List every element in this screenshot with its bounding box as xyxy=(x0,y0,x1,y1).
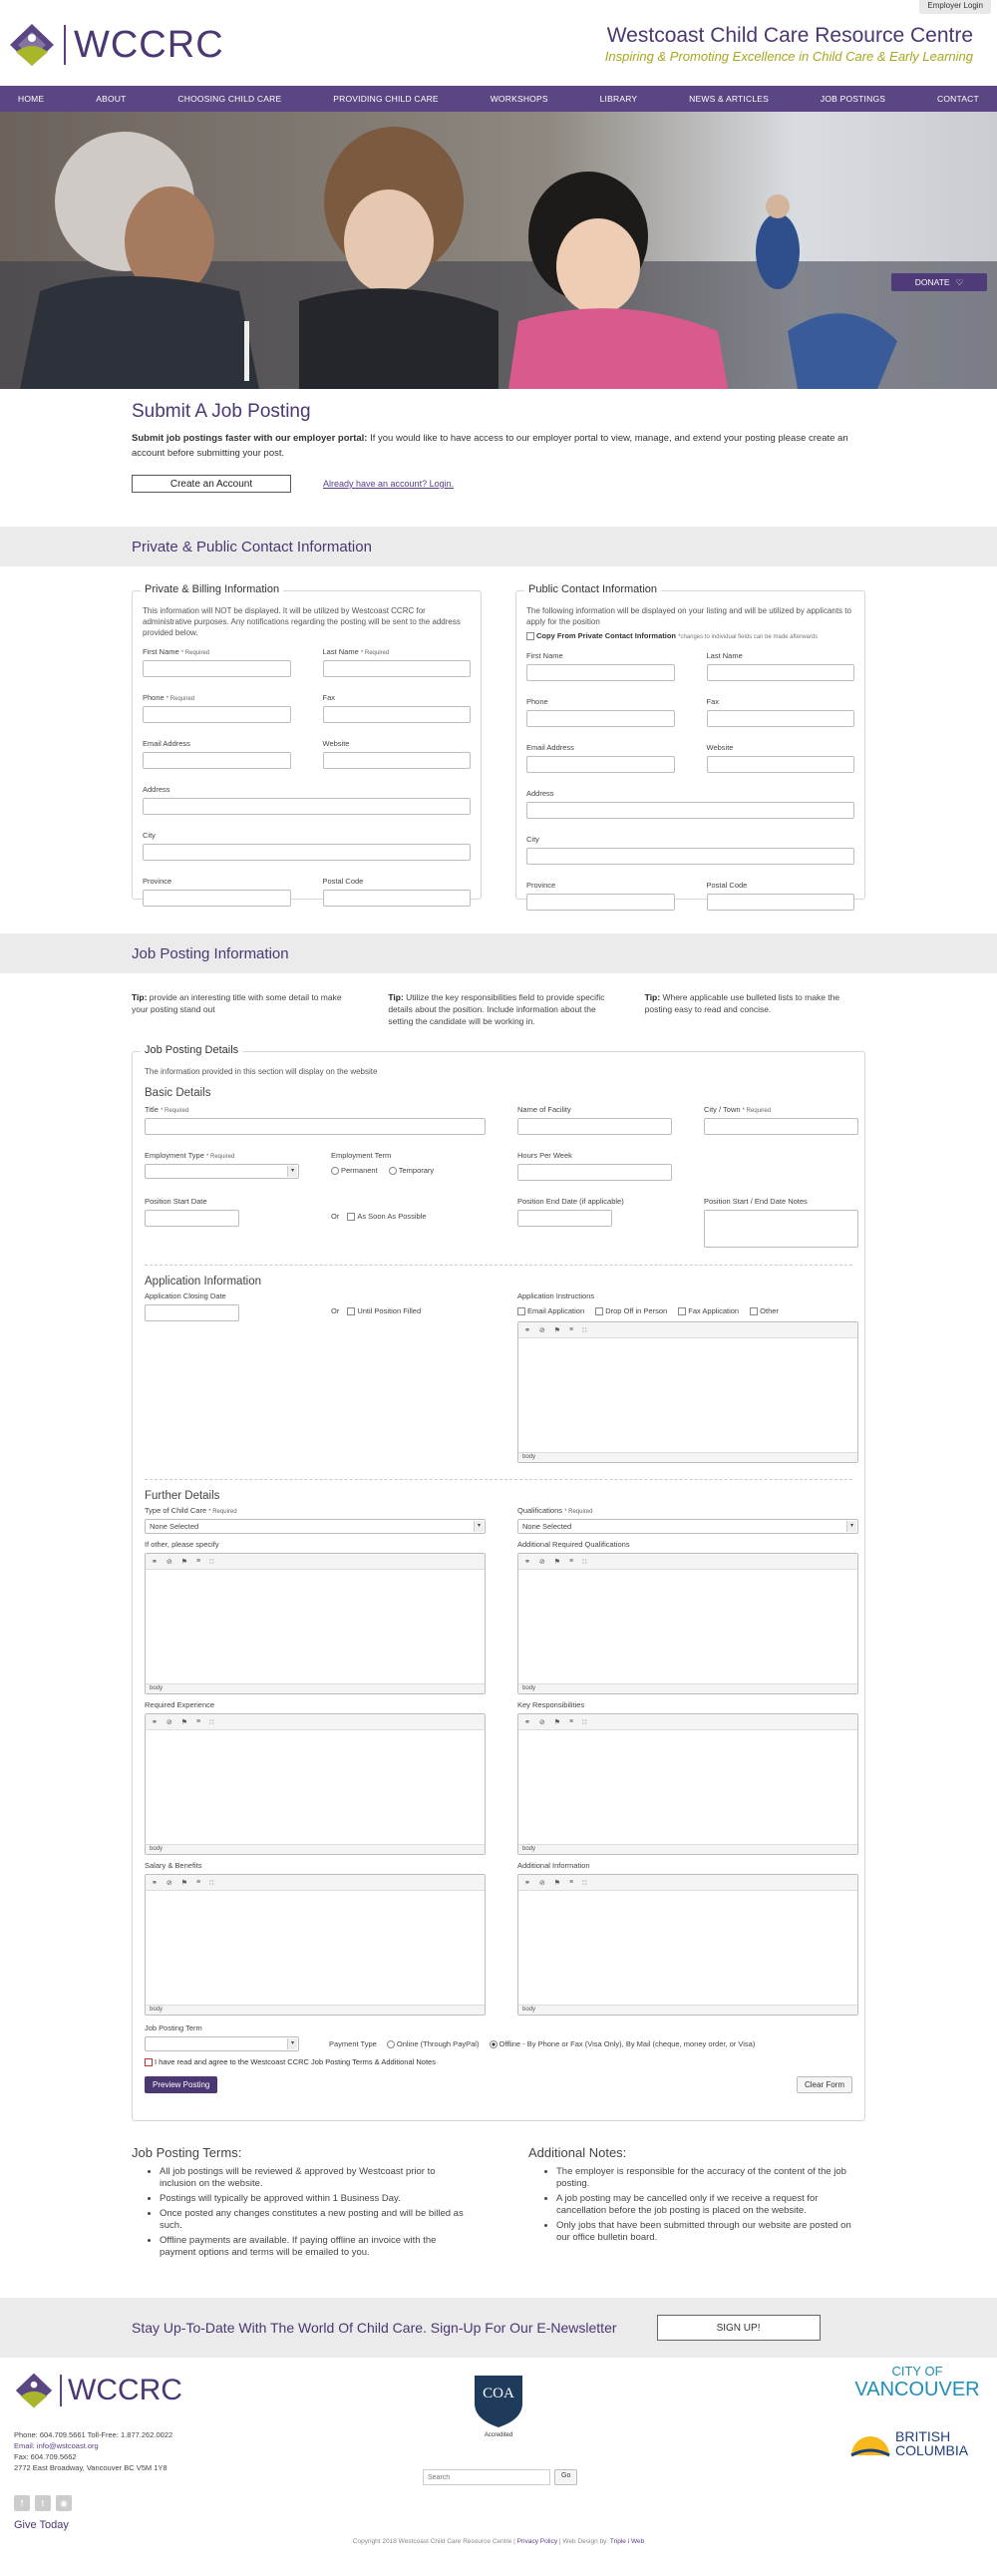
newsletter-signup-button[interactable]: SIGN UP! xyxy=(657,2315,821,2341)
employer-login-link[interactable]: Employer Login xyxy=(919,0,991,14)
copyright-line: Copyright 2018 Westcoast Child Care Resource Centre | Privacy Policy | Web Design by: Triple i Web xyxy=(352,2538,645,2545)
hours-input[interactable] xyxy=(517,1164,672,1181)
terms-heading: Job Posting Terms: xyxy=(132,2145,242,2160)
svg-text:COA: COA xyxy=(483,2386,514,2401)
pay-online-radio[interactable]: Online (Through PayPal) xyxy=(387,2039,480,2048)
additional-info-editor[interactable]: ⚭ ⊘ ⚑ ≡ ∷ body xyxy=(517,1874,858,2016)
method-other-checkbox[interactable]: Other xyxy=(750,1306,779,1315)
public-email-input[interactable] xyxy=(526,756,675,773)
facebook-icon[interactable]: f xyxy=(14,2495,30,2511)
further-details-heading: Further Details xyxy=(145,1490,220,1502)
web-design-link[interactable]: Triple i Web xyxy=(609,2538,645,2545)
main-nav xyxy=(0,86,997,112)
contact-section-band xyxy=(0,527,997,566)
method-email-checkbox[interactable]: Email Application xyxy=(517,1306,584,1315)
posting-term-select[interactable] xyxy=(145,2036,299,2051)
private-legend: Private & Billing Information xyxy=(141,583,283,595)
contact-fieldsets xyxy=(0,583,997,900)
closing-date-input[interactable] xyxy=(145,1304,239,1321)
tip-3: Tip: Where applicable use bulleted lists to make the posting easy to read and concise. xyxy=(644,992,840,1014)
create-account-button[interactable]: Create an Account xyxy=(132,475,291,493)
private-province-input[interactable] xyxy=(143,890,291,907)
pay-offline-radio[interactable]: Offline - By Phone or Fax (Visa Only), By Mail (cheque, money order, or Visa) xyxy=(490,2039,756,2048)
newsletter-band xyxy=(0,2298,997,2358)
login-link[interactable]: Already have an account? Login. xyxy=(323,479,455,489)
private-fax-input[interactable] xyxy=(323,706,472,723)
intro-lead-bold: Submit job postings faster with our employer portal: xyxy=(132,433,368,444)
logo-mark-icon xyxy=(14,2372,54,2409)
site-name: Westcoast Child Care Resource Centre xyxy=(606,24,973,47)
method-dropoff-checkbox[interactable]: Drop Off in Person xyxy=(595,1306,667,1315)
donate-button[interactable] xyxy=(891,273,987,291)
site-footer xyxy=(0,2358,997,2531)
clear-form-button[interactable]: Clear Form xyxy=(797,2076,852,2093)
list-item: • Only jobs that have been submitted through our website are posted on our office bulletin board. xyxy=(556,2220,865,2244)
experience-editor[interactable]: ⚭ ⊘ ⚑ ≡ ∷ body xyxy=(145,1713,486,1855)
notes-heading: Additional Notes: xyxy=(528,2145,627,2160)
private-postal-input[interactable] xyxy=(323,890,472,907)
preview-posting-button[interactable]: Preview Posting xyxy=(145,2076,217,2093)
additional-quals-editor[interactable]: ⚭ ⊘ ⚑ ≡ ∷ body xyxy=(517,1553,858,1694)
twitter-icon[interactable]: t xyxy=(35,2495,51,2511)
salary-editor[interactable]: ⚭ ⊘ ⚑ ≡ ∷ body xyxy=(145,1874,486,2016)
site-logo[interactable] xyxy=(8,22,224,68)
editor-path: body xyxy=(518,1452,857,1462)
terms-section xyxy=(132,2145,865,2262)
select-arrow-icon: ▾ xyxy=(846,1521,856,1532)
list-num-icon: ≡ xyxy=(569,1326,574,1333)
private-first-name-input[interactable] xyxy=(143,660,291,677)
qualifications-select[interactable]: None Selected ▾ xyxy=(517,1519,858,1534)
job-section-heading: Job Posting Information xyxy=(132,944,289,962)
public-fax-input[interactable] xyxy=(707,710,855,727)
employment-type-select[interactable] xyxy=(145,1164,299,1179)
newsletter-text: Stay Up-To-Date With The World Of Child Care. Sign-Up For Our E-Newsletter xyxy=(132,2320,617,2336)
footer-phone: Phone: 604.709.5661 Toll-Free: 1.877.262.0022 xyxy=(14,2430,173,2439)
footer-contact xyxy=(14,2429,172,2473)
child-care-type-select[interactable]: None Selected ▾ xyxy=(145,1519,486,1534)
date-notes-textarea[interactable] xyxy=(704,1210,858,1248)
footer-search-button[interactable]: Go xyxy=(554,2469,577,2485)
footer-email[interactable]: Email: info@wstcoast.org xyxy=(14,2441,99,2450)
list-item: • Postings will typically be approved within 1 Business Day. xyxy=(160,2193,469,2205)
job-section xyxy=(0,991,997,2262)
instructions-editor[interactable] xyxy=(517,1321,858,1463)
tips-row xyxy=(132,991,865,1027)
copy-private-checkbox[interactable]: Copy From Private Contact Information *changes to individual fields can be made afterwards xyxy=(526,631,854,645)
permanent-radio[interactable]: Permanent xyxy=(331,1166,378,1175)
city-of-vancouver-logo[interactable]: CITY OF VANCOUVER xyxy=(854,2364,980,2400)
city-input[interactable] xyxy=(704,1118,858,1135)
donate-label: DONATE xyxy=(914,277,950,287)
title-input[interactable] xyxy=(145,1118,486,1135)
site-title xyxy=(605,24,973,64)
editor-toolbar xyxy=(518,1322,857,1338)
tip-1: Tip: provide an interesting title with some detail to make your posting stand out xyxy=(132,992,342,1014)
notes-list xyxy=(528,2166,865,2244)
nav-item-job-postings[interactable]: JOB POSTINGS xyxy=(820,94,886,104)
list-item: • A job posting may be cancelled only if we receive a request for cancellation before the job posting is placed on the website. xyxy=(556,2193,865,2217)
footer-search xyxy=(423,2469,577,2485)
footer-search-input[interactable] xyxy=(423,2469,550,2485)
basic-details-heading: Basic Details xyxy=(145,1087,211,1099)
private-email-input[interactable] xyxy=(143,752,291,769)
list-item: • The employer is responsible for the accuracy of the content of the job posting. xyxy=(556,2166,865,2190)
unlink-icon: ⊘ xyxy=(538,1326,545,1334)
private-address-input[interactable] xyxy=(143,798,471,815)
agree-checkbox[interactable]: I have read and agree to the Westcoast CCRC Job Posting Terms & Additional Notes xyxy=(145,2057,852,2066)
public-province-input[interactable] xyxy=(526,894,675,911)
top-bar xyxy=(0,0,997,18)
public-postal-input[interactable] xyxy=(707,894,855,911)
footer-fax: Fax: 604.709.5662 xyxy=(14,2452,77,2461)
private-city-input[interactable] xyxy=(143,844,471,861)
public-website-input[interactable] xyxy=(707,756,855,773)
job-section-band xyxy=(0,933,997,973)
private-desc: This information will NOT be displayed. It will be utilized by Westcoast CCRC for administrative purposes. Any notifications regarding the posting will be sent to the address provided below. xyxy=(143,606,461,637)
footer-wordmark: WCCRC xyxy=(68,2374,182,2406)
social-links xyxy=(14,2495,72,2511)
hero-photo xyxy=(0,112,997,389)
instagram-icon[interactable]: ◉ xyxy=(56,2495,72,2511)
british-columbia-logo[interactable]: BRITISH COLUMBIA xyxy=(849,2429,989,2457)
nav-item-providing[interactable]: PROVIDING CHILD CARE xyxy=(333,94,439,104)
heart-icon: ♡ xyxy=(955,276,964,287)
job-details-fieldset: Job Posting Details The information provided in this section will display on the website Basic Details Title * Required Name of Facility City / Town * Required Employment Type * Required ▾ Employment Term Permanent Temporary Hours Per Week Position Start Date Or As Soon As Possible Position End Date (if applicable) Position Start / End Date Notes Application Information Application Closing Date Or Until Position Filled Application Instructions Email Application Drop Off in Person Fax Application Other ⚭ ⊘ ⚑ ≡ ∷ body Further Details Type of Child Care * Required None Selected ▾ Qualifications * Required None Selected ▾ If other, please specify ⚭ ⊘ ⚑ ≡ ∷ body Additional Required Qualifications ⚭ ⊘ ⚑ ≡ ∷ body Required Experience ⚭ ⊘ ⚑ ≡ ∷ body Key Responsibilities ⚭ ⊘ ⚑ ≡ ∷ body Salary & Benefits ⚭ ⊘ ⚑ ≡ ∷ body Additional Information ⚭ ⊘ ⚑ ≡ ∷ body Job Posting Term ▾ Payment Type Online (Through PayPal) Offline - By Phone or Fax (Visa Only), By Mail (cheque, money order, or Visa) I have read and agree to the Westcoast CCRC Job Posting Terms & Additional Notes Preview Posting Clear Form xyxy=(132,1051,865,2121)
method-fax-checkbox[interactable]: Fax Application xyxy=(678,1306,739,1315)
intro-lead-text: If you would like to have access to our employer portal to view, manage, and extend your posting please create an account before submitting your post. xyxy=(132,433,848,459)
nav-item-choosing[interactable]: CHOOSING CHILD CARE xyxy=(177,94,282,104)
nav-item-contact[interactable]: CONTACT xyxy=(937,94,979,104)
page-title: Submit A Job Posting xyxy=(132,401,311,422)
nav-item-library[interactable]: LIBRARY xyxy=(599,94,638,104)
footer-address: 2772 East Broadway, Vancouver BC V5M 1Y8 xyxy=(14,2463,167,2472)
select-arrow-icon: ▾ xyxy=(287,2038,297,2049)
temporary-radio[interactable]: Temporary xyxy=(389,1166,434,1175)
public-desc: The following information will be displayed on your listing and will be utilized by applicants to apply for the position xyxy=(526,606,851,626)
responsibilities-editor[interactable]: ⚭ ⊘ ⚑ ≡ ∷ body xyxy=(517,1713,858,1855)
select-arrow-icon: ▾ xyxy=(474,1521,484,1532)
private-last-name-input[interactable] xyxy=(323,660,472,677)
flag-icon: ⚑ xyxy=(553,1326,561,1334)
logo-mark-icon xyxy=(8,22,56,68)
nav-item-home[interactable]: HOME xyxy=(18,94,45,104)
intro-section xyxy=(0,401,997,493)
account-row xyxy=(132,475,865,493)
nav-item-news[interactable]: NEWS & ARTICLES xyxy=(689,94,769,104)
end-date-input[interactable] xyxy=(517,1210,612,1227)
nav-item-about[interactable]: ABOUT xyxy=(96,94,127,104)
nav-item-workshops[interactable]: WORKSHOPS xyxy=(490,94,548,104)
public-contact-fieldset: Public Contact Information The following information will be displayed on your listing and will be utilized by applicants to apply for the position Copy From Private Contact Information *changes to individual fields can be made afterwards First Name Last Name Phone Fax Email Address Website Address City Province Postal Code xyxy=(515,590,865,900)
link-icon: ⚭ xyxy=(524,1326,530,1334)
asap-checkbox[interactable]: As Soon As Possible xyxy=(347,1212,426,1221)
list-bullet-icon: ∷ xyxy=(582,1326,587,1334)
public-phone-input[interactable] xyxy=(526,710,675,727)
hero-image xyxy=(0,112,997,389)
contact-section-heading: Private & Public Contact Information xyxy=(132,538,372,555)
list-item: • Once posted any changes constitutes a new posting and will be billed as such. xyxy=(160,2208,469,2232)
coa-seal-icon xyxy=(469,2370,528,2429)
terms-list xyxy=(132,2166,469,2259)
job-details-desc: The information provided in this section will display on the website xyxy=(145,1067,378,1076)
select-arrow-icon: ▾ xyxy=(287,1166,297,1177)
privacy-policy-link[interactable]: Privacy Policy xyxy=(516,2538,558,2545)
tip-2: Tip: Utilize the key responsibilities field to provide specific details about the position. Include information about the setting the candidate will be working in. xyxy=(388,992,605,1026)
public-legend: Public Contact Information xyxy=(524,583,661,595)
coa-caption: Accredited xyxy=(484,2432,513,2438)
start-date-input[interactable] xyxy=(145,1210,239,1227)
public-first-name-input[interactable] xyxy=(526,664,675,681)
site-header xyxy=(0,18,997,86)
job-details-legend: Job Posting Details xyxy=(141,1044,242,1056)
private-billing-fieldset: Private & Billing Information This information will NOT be displayed. It will be utilized by Westcoast CCRC for administrative purposes. Any notifications regarding the posting will be sent to the address provided below. First Name * Required Last Name * Required Phone * Required Fax Email Address Website Address City Province Postal Code xyxy=(132,590,482,900)
public-address-input[interactable] xyxy=(526,802,854,819)
private-phone-input[interactable] xyxy=(143,706,291,723)
private-website-input[interactable] xyxy=(323,752,472,769)
application-heading: Application Information xyxy=(145,1276,261,1288)
site-tagline: Inspiring & Promoting Excellence in Child Care & Early Learning xyxy=(604,49,973,64)
public-city-input[interactable] xyxy=(526,848,854,865)
list-item: • All job postings will be reviewed & approved by Westcoast prior to inclusion on the website. xyxy=(160,2166,469,2190)
facility-input[interactable] xyxy=(517,1118,672,1135)
public-last-name-input[interactable] xyxy=(707,664,855,681)
intro-text xyxy=(132,431,865,461)
list-item: • Offline payments are available. If paying offline an invoice with the payment options and terms will be emailed to you. xyxy=(160,2235,469,2259)
logo-wordmark: WCCRC xyxy=(74,23,224,66)
coa-accreditation-badge xyxy=(467,2370,530,2438)
give-today-link[interactable]: Give Today xyxy=(14,2519,69,2531)
footer-logo[interactable] xyxy=(14,2372,182,2409)
other-specify-editor[interactable]: ⚭ ⊘ ⚑ ≡ ∷ body xyxy=(145,1553,486,1694)
until-filled-checkbox[interactable]: Until Position Filled xyxy=(347,1306,421,1315)
bc-sun-icon xyxy=(849,2429,891,2457)
